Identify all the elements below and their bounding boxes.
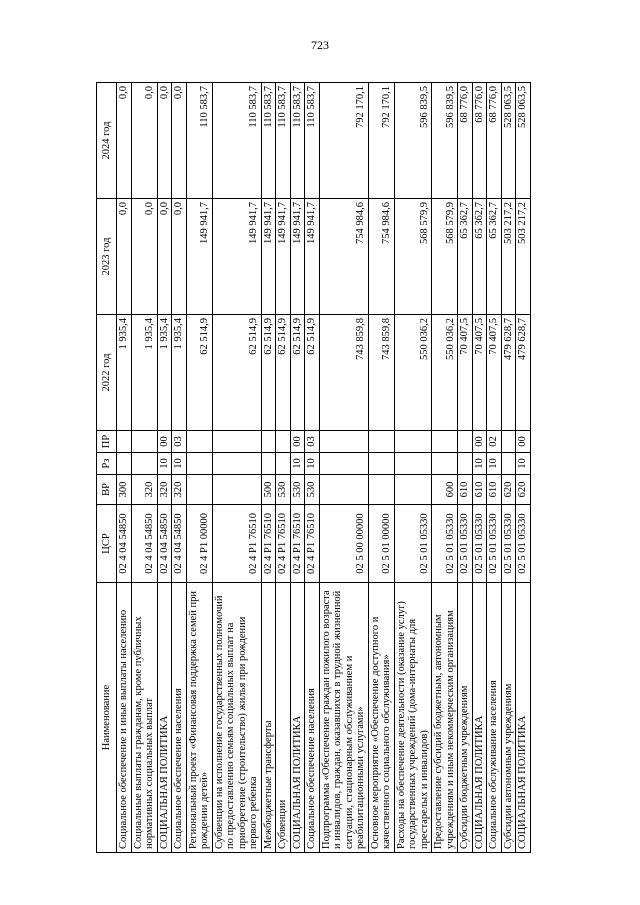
cell-rz xyxy=(368,453,394,475)
cell-csr: 02 5 01 05330 xyxy=(458,505,473,583)
cell-rz: 10 xyxy=(290,453,305,475)
cell-2024: 596 839,5 xyxy=(394,83,432,199)
cell-2022: 1 935,4 xyxy=(172,315,187,431)
cell-pr xyxy=(319,431,368,453)
cell-name: Субвенции xyxy=(276,583,291,853)
table-row xyxy=(472,83,487,853)
header-csr: ЦСР xyxy=(97,505,117,583)
cell-2022: 62 514,9 xyxy=(261,315,276,431)
cell-2023: 503 217,2 xyxy=(516,199,531,315)
cell-2024: 792 170,1 xyxy=(319,83,368,199)
cell-2024: 0,0 xyxy=(131,83,157,199)
cell-name: Подпрограмма «Обеспечение граждан пожилого возраста и инвалидов, граждан, оказавшихся в трудной жизненной ситуации, стационарным обслуживанием и реабилитационными услугами» xyxy=(319,583,368,853)
cell-name: Субсидии бюджетным учреждениям xyxy=(458,583,473,853)
cell-2023: 0,0 xyxy=(157,199,172,315)
table-row xyxy=(319,83,368,853)
cell-pr xyxy=(117,431,132,453)
cell-vr: 320 xyxy=(172,475,187,505)
cell-vr: 620 xyxy=(501,475,516,505)
cell-vr: 530 xyxy=(290,475,305,505)
cell-rz xyxy=(186,453,212,475)
cell-rz xyxy=(319,453,368,475)
cell-2024: 68 776,0 xyxy=(472,83,487,199)
cell-2023: 65 362,7 xyxy=(487,199,502,315)
cell-pr xyxy=(501,431,516,453)
cell-2023: 568 579,9 xyxy=(432,199,458,315)
cell-rz xyxy=(131,453,157,475)
cell-csr: 02 5 01 00000 xyxy=(368,505,394,583)
cell-2023: 149 941,7 xyxy=(186,199,212,315)
cell-2022: 62 514,9 xyxy=(290,315,305,431)
page-number: 723 xyxy=(311,38,329,52)
cell-pr: 00 xyxy=(157,431,172,453)
cell-vr xyxy=(186,475,212,505)
cell-name: Субсидии автономным учреждениям xyxy=(501,583,516,853)
cell-vr: 610 xyxy=(458,475,473,505)
cell-csr: 02 5 01 05330 xyxy=(501,505,516,583)
cell-csr: 02 4 04 54850 xyxy=(131,505,157,583)
header-2023: 2023 год xyxy=(97,199,117,315)
cell-2022: 70 407,5 xyxy=(458,315,473,431)
cell-csr: 02 5 01 05330 xyxy=(487,505,502,583)
cell-2022: 62 514,9 xyxy=(186,315,212,431)
cell-pr xyxy=(432,431,458,453)
cell-pr xyxy=(131,431,157,453)
cell-csr: 02 4 P1 76510 xyxy=(276,505,291,583)
cell-csr: 02 4 P1 76510 xyxy=(261,505,276,583)
cell-rz: 10 xyxy=(487,453,502,475)
table-row xyxy=(394,83,432,853)
cell-vr: 600 xyxy=(432,475,458,505)
cell-vr xyxy=(212,475,261,505)
table-row xyxy=(186,83,212,853)
table-row xyxy=(276,83,291,853)
cell-csr: 02 5 01 05330 xyxy=(394,505,432,583)
cell-name: СОЦИАЛЬНАЯ ПОЛИТИКА xyxy=(157,583,172,853)
table-row xyxy=(157,83,172,853)
cell-csr: 02 5 00 00000 xyxy=(319,505,368,583)
cell-pr: 00 xyxy=(516,431,531,453)
table-row xyxy=(501,83,516,853)
cell-2022: 743 859,8 xyxy=(368,315,394,431)
cell-pr xyxy=(212,431,261,453)
cell-vr: 320 xyxy=(131,475,157,505)
cell-2022: 743 859,8 xyxy=(319,315,368,431)
cell-2022: 70 407,5 xyxy=(472,315,487,431)
header-2024: 2024 год xyxy=(97,83,117,199)
cell-csr: 02 4 P1 76510 xyxy=(305,505,320,583)
cell-2022: 1 935,4 xyxy=(157,315,172,431)
table-row xyxy=(368,83,394,853)
cell-2023: 149 941,7 xyxy=(261,199,276,315)
cell-2024: 0,0 xyxy=(117,83,132,199)
table-row xyxy=(290,83,305,853)
cell-2023: 149 941,7 xyxy=(305,199,320,315)
cell-name: Социальное обеспечение населения xyxy=(172,583,187,853)
cell-2024: 110 583,7 xyxy=(290,83,305,199)
cell-2024: 110 583,7 xyxy=(305,83,320,199)
cell-pr xyxy=(394,431,432,453)
cell-2024: 528 063,5 xyxy=(516,83,531,199)
cell-rz xyxy=(212,453,261,475)
cell-2023: 65 362,7 xyxy=(472,199,487,315)
cell-vr: 620 xyxy=(516,475,531,505)
cell-2023: 568 579,9 xyxy=(394,199,432,315)
cell-csr: 02 4 04 54850 xyxy=(117,505,132,583)
cell-2023: 149 941,7 xyxy=(212,199,261,315)
cell-vr xyxy=(319,475,368,505)
cell-pr: 03 xyxy=(172,431,187,453)
cell-name: Социальное обеспечение населения xyxy=(305,583,320,853)
cell-name: Межбюджетные трансферты xyxy=(261,583,276,853)
header-vr: ВР xyxy=(97,475,117,505)
cell-2023: 149 941,7 xyxy=(276,199,291,315)
budget-table xyxy=(96,82,531,853)
cell-pr xyxy=(186,431,212,453)
cell-2023: 0,0 xyxy=(117,199,132,315)
cell-name: СОЦИАЛЬНАЯ ПОЛИТИКА xyxy=(516,583,531,853)
cell-pr: 03 xyxy=(305,431,320,453)
cell-pr xyxy=(368,431,394,453)
cell-name: Социальные выплаты гражданам, кроме публичных нормативных социальных выплат xyxy=(131,583,157,853)
table-row xyxy=(212,83,261,853)
cell-2022: 62 514,9 xyxy=(212,315,261,431)
rotated-table-container xyxy=(96,83,566,853)
table-row xyxy=(305,83,320,853)
cell-csr: 02 4 P1 76510 xyxy=(290,505,305,583)
cell-rz xyxy=(261,453,276,475)
cell-csr: 02 4 P1 76510 xyxy=(212,505,261,583)
table-row xyxy=(516,83,531,853)
cell-2022: 62 514,9 xyxy=(276,315,291,431)
header-rz: Рз xyxy=(97,453,117,475)
cell-name: СОЦИАЛЬНАЯ ПОЛИТИКА xyxy=(472,583,487,853)
cell-2023: 754 984,6 xyxy=(368,199,394,315)
cell-pr xyxy=(458,431,473,453)
cell-vr xyxy=(368,475,394,505)
cell-pr: 02 xyxy=(487,431,502,453)
cell-rz: 10 xyxy=(157,453,172,475)
table-header-row xyxy=(97,83,117,853)
cell-vr: 320 xyxy=(157,475,172,505)
cell-name: Социальное обслуживание населения xyxy=(487,583,502,853)
table-row xyxy=(261,83,276,853)
cell-2024: 68 776,0 xyxy=(487,83,502,199)
cell-2023: 65 362,7 xyxy=(458,199,473,315)
cell-csr: 02 4 P1 00000 xyxy=(186,505,212,583)
table-body xyxy=(117,83,531,853)
cell-rz xyxy=(117,453,132,475)
cell-vr: 530 xyxy=(276,475,291,505)
cell-name: Региональный проект «Финансовая поддержка семей при рождении детей» xyxy=(186,583,212,853)
table-row xyxy=(432,83,458,853)
table-row xyxy=(487,83,502,853)
cell-vr: 610 xyxy=(487,475,502,505)
cell-pr xyxy=(261,431,276,453)
cell-name: СОЦИАЛЬНАЯ ПОЛИТИКА xyxy=(290,583,305,853)
cell-rz: 10 xyxy=(516,453,531,475)
cell-2024: 110 583,7 xyxy=(212,83,261,199)
cell-vr: 530 xyxy=(305,475,320,505)
cell-2024: 528 063,5 xyxy=(501,83,516,199)
table-row xyxy=(131,83,157,853)
cell-name: Субвенции на исполнение государственных полномочий по предоставлению семьям социальных выплат на приобретение (строительство) жилья при рождении первого ребенка xyxy=(212,583,261,853)
cell-rz xyxy=(394,453,432,475)
cell-rz xyxy=(432,453,458,475)
cell-rz: 10 xyxy=(172,453,187,475)
cell-2024: 68 776,0 xyxy=(458,83,473,199)
cell-csr: 02 5 01 05330 xyxy=(516,505,531,583)
cell-2024: 110 583,7 xyxy=(261,83,276,199)
cell-2023: 754 984,6 xyxy=(319,199,368,315)
cell-rz xyxy=(276,453,291,475)
cell-name: Расходы на обеспечение деятельности (оказание услуг) государственных учреждений (дома-интернаты для престарелых и инвалидов) xyxy=(394,583,432,853)
cell-2022: 62 514,9 xyxy=(305,315,320,431)
cell-pr: 00 xyxy=(290,431,305,453)
cell-2022: 70 407,5 xyxy=(487,315,502,431)
cell-2023: 149 941,7 xyxy=(290,199,305,315)
cell-csr: 02 5 01 05330 xyxy=(472,505,487,583)
cell-2022: 479 628,7 xyxy=(516,315,531,431)
cell-2022: 1 935,4 xyxy=(117,315,132,431)
cell-csr: 02 4 04 54850 xyxy=(172,505,187,583)
cell-pr: 00 xyxy=(472,431,487,453)
cell-rz: 10 xyxy=(305,453,320,475)
cell-csr: 02 4 04 54850 xyxy=(157,505,172,583)
cell-2024: 792 170,1 xyxy=(368,83,394,199)
cell-2023: 0,0 xyxy=(131,199,157,315)
cell-rz: 10 xyxy=(472,453,487,475)
table-row xyxy=(458,83,473,853)
table-row xyxy=(117,83,132,853)
header-pr: ПР xyxy=(97,431,117,453)
cell-pr xyxy=(276,431,291,453)
cell-name: Социальное обеспечение и иные выплаты населению xyxy=(117,583,132,853)
table-row xyxy=(172,83,187,853)
cell-rz xyxy=(458,453,473,475)
cell-2023: 0,0 xyxy=(172,199,187,315)
cell-2024: 110 583,7 xyxy=(186,83,212,199)
cell-vr: 300 xyxy=(117,475,132,505)
cell-2024: 0,0 xyxy=(157,83,172,199)
cell-vr: 500 xyxy=(261,475,276,505)
cell-2024: 110 583,7 xyxy=(276,83,291,199)
cell-2023: 503 217,2 xyxy=(501,199,516,315)
cell-2022: 550 036,2 xyxy=(394,315,432,431)
cell-vr xyxy=(394,475,432,505)
header-name: Наименование xyxy=(97,583,117,853)
cell-2024: 596 839,5 xyxy=(432,83,458,199)
header-2022: 2022 год xyxy=(97,315,117,431)
cell-vr: 610 xyxy=(472,475,487,505)
cell-2024: 0,0 xyxy=(172,83,187,199)
cell-2022: 479 628,7 xyxy=(501,315,516,431)
cell-2022: 550 036,2 xyxy=(432,315,458,431)
cell-csr: 02 5 01 05330 xyxy=(432,505,458,583)
cell-2022: 1 935,4 xyxy=(131,315,157,431)
cell-name: Предоставление субсидий бюджетным, автономным учреждениям и иным некоммерческим организациям xyxy=(432,583,458,853)
cell-rz xyxy=(501,453,516,475)
cell-name: Основное мероприятие «Обеспечение доступного и качественного социального обслуживания» xyxy=(368,583,394,853)
